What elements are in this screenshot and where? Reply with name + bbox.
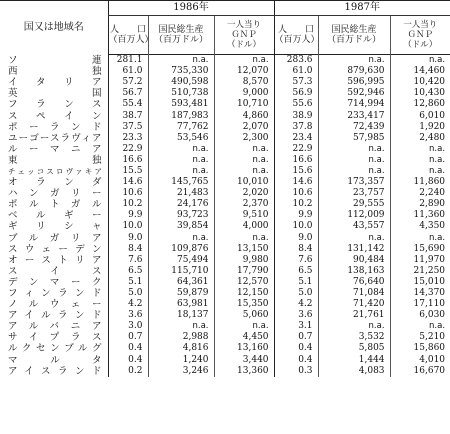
per-capita-1986-cell: n.a. [214,321,274,332]
gnp-1986-cell: 510,738 [148,88,214,99]
gnp-1986-cell: 21,483 [148,188,214,199]
per-capita-1986-header-line2: ＧＮＰ [231,30,257,40]
per-capita-1986-cell: 2,020 [214,188,274,199]
population-1986-cell: 8.4 [108,244,148,255]
gnp-1987-cell: 21,761 [318,310,390,321]
table-row [0,355,450,366]
gnp-1986-cell: 93,723 [148,210,214,221]
country-cell: ノルウェー [8,299,102,311]
gnp-1987-cell: n.a. [318,144,390,155]
per-capita-1986-header [214,16,274,55]
per-capita-1987-cell: n.a. [390,144,450,155]
gnp-1987-cell: 879,630 [318,66,390,77]
per-capita-1986-cell: 2,070 [214,122,274,133]
population-1986-cell: 0.7 [108,332,148,343]
country-cell: ハンガリー [8,188,102,200]
population-1987-cell: 55.6 [274,99,318,110]
per-capita-1986-cell: 4,450 [214,332,274,343]
population-1987-cell: 23.4 [274,133,318,144]
country-cell: イタリア [8,77,102,89]
table-row [0,88,450,99]
gnp-1987-cell: 131,142 [318,244,390,255]
population-1987-cell: 57.3 [274,77,318,88]
country-cell: ポーランド [8,121,102,133]
gnp-1987-cell: n.a. [318,55,390,66]
per-capita-1987-cell: 21,250 [390,266,450,277]
per-capita-1987-header-line1: 一人当り [403,20,438,30]
per-capita-1987-cell: 2,480 [390,133,450,144]
country-cell: アイスランド [8,365,102,377]
per-capita-1986-cell: 9,000 [214,88,274,99]
per-capita-1986-cell: 12,070 [214,66,274,77]
population-1986-cell: 6.5 [108,266,148,277]
per-capita-1986-cell: n.a. [214,155,274,166]
population-1987-cell: 15.6 [274,166,318,177]
gnp-1987-cell: 57,985 [318,133,390,144]
country-cell: フィンランド [8,288,102,300]
table-row [0,366,450,377]
population-1987-cell: 8.4 [274,244,318,255]
population-1987-cell: 9.0 [274,233,318,244]
table-row [0,199,450,210]
table-row [0,288,450,299]
population-1987-cell: 10.2 [274,199,318,210]
population-1986-cell: 23.3 [108,133,148,144]
country-column-header: 国又は地域名 [0,1,108,56]
table-row [0,77,450,88]
per-capita-1986-cell: 13,150 [214,244,274,255]
table-row [0,177,450,188]
population-1986-header-line1: 人 口 [109,25,146,35]
per-capita-1986-cell: n.a. [214,233,274,244]
per-capita-1986-cell: n.a. [214,55,274,66]
per-capita-1987-cell: 1,920 [390,122,450,133]
country-cell: 英国 [8,88,102,100]
country-cell: ルーマニア [8,143,102,155]
population-1987-cell: 0.3 [274,366,318,377]
gnp-1987-cell: 714,994 [318,99,390,110]
table-row [0,55,450,66]
gnp-1986-cell: 490,598 [148,77,214,88]
population-1986-cell: 61.0 [108,66,148,77]
table-row [0,99,450,110]
gnp-1987-cell: 596,995 [318,77,390,88]
per-capita-1987-cell: n.a. [390,155,450,166]
gnp-1986-cell: 59,879 [148,288,214,299]
gnp-1987-cell: 23,757 [318,188,390,199]
gnp-1987-cell: n.a. [318,233,390,244]
table-row [0,155,450,166]
table-row [0,244,450,255]
per-capita-1986-cell: 12,150 [214,288,274,299]
population-1987-cell: 3.1 [274,321,318,332]
gnp-1987-cell: n.a. [318,166,390,177]
population-1986-cell: 9.0 [108,233,148,244]
gnp-1986-cell: 2,988 [148,332,214,343]
population-1987-cell: 22.9 [274,144,318,155]
per-capita-1986-cell: 12,570 [214,277,274,288]
gnp-1987-cell: n.a. [318,321,390,332]
gnp-1987-cell: 29,555 [318,199,390,210]
population-1986-cell: 3.6 [108,310,148,321]
population-1986-cell: 0.4 [108,343,148,354]
gnp-1986-cell: 735,330 [148,66,214,77]
population-1986-cell: 7.6 [108,255,148,266]
gnp-1987-header-line2: （百万ドル） [327,35,382,45]
year-1987-header: 1987年 [274,1,450,16]
per-capita-1986-cell: 9,510 [214,210,274,221]
per-capita-1986-cell: 13,360 [214,366,274,377]
population-1987-cell: 38.9 [274,110,318,121]
population-1986-cell: 5.0 [108,288,148,299]
gnp-1987-cell: 4,083 [318,366,390,377]
table-row [0,210,450,221]
population-1986-cell: 9.9 [108,210,148,221]
table-row [0,233,450,244]
gnp-1987-cell: 90,484 [318,255,390,266]
year-1986-header: 1986年 [108,1,274,16]
gnp-1986-cell: 3,246 [148,366,214,377]
table-row [0,299,450,310]
per-capita-1987-header-line3: （ドル） [403,40,438,50]
table-row [0,166,450,177]
per-capita-1987-cell: n.a. [390,55,450,66]
per-capita-1987-header-line2: ＧＮＰ [407,30,434,40]
gnp-1987-header [318,16,390,55]
country-cell: ポルトガル [8,199,102,211]
table-row [0,310,450,321]
gnp-1986-cell: n.a. [148,55,214,66]
population-1987-cell: 61.0 [274,66,318,77]
country-cell: 東独 [8,154,102,166]
table-row [0,122,450,133]
gnp-1986-header-line1: 国民総生産 [158,25,204,35]
population-1986-cell: 281.1 [108,55,148,66]
gnp-1986-cell: n.a. [148,233,214,244]
gnp-1986-header [148,16,214,55]
gnp-1987-cell: 112,009 [318,210,390,221]
country-cell: ブルガリア [8,232,102,244]
per-capita-1986-cell: 4,860 [214,110,274,121]
per-capita-1986-cell: 4,000 [214,221,274,232]
gnp-1986-cell: 109,876 [148,244,214,255]
gnp-1986-cell: 75,494 [148,255,214,266]
population-1986-cell: 10.6 [108,188,148,199]
population-1986-cell: 22.9 [108,144,148,155]
table-row [0,343,450,354]
per-capita-1987-cell: 5,210 [390,332,450,343]
gnp-1986-cell: 24,176 [148,199,214,210]
country-cell: オーストリア [8,254,102,266]
table-row [0,66,450,77]
per-capita-1987-cell: 4,010 [390,355,450,366]
gnp-1986-cell: 187,983 [148,110,214,121]
per-capita-1987-cell: 10,430 [390,88,450,99]
per-capita-1987-cell: 14,460 [390,66,450,77]
population-1987-cell: 283.6 [274,55,318,66]
country-cell: オランダ [8,177,102,189]
population-1987-cell: 5.1 [274,277,318,288]
country-cell: 西独 [8,66,102,78]
population-1986-cell: 14.6 [108,177,148,188]
per-capita-1987-cell: 17,110 [390,299,450,310]
per-capita-1987-cell: 15,860 [390,343,450,354]
per-capita-1986-cell: 17,790 [214,266,274,277]
gnp-1987-cell: 233,417 [318,110,390,121]
gnp-1986-cell: 77,762 [148,122,214,133]
population-1987-cell: 10.0 [274,221,318,232]
country-cell: デンマーク [8,276,102,288]
gnp-1986-cell: 39,854 [148,221,214,232]
country-cell: アイルランド [8,310,102,322]
gnp-1987-cell: 76,640 [318,277,390,288]
population-1986-header-line2: （百万人） [108,35,154,45]
per-capita-1986-cell: 2,300 [214,133,274,144]
country-cell: スペイン [8,110,102,122]
gnp-1987-cell: 138,163 [318,266,390,277]
per-capita-1987-cell: n.a. [390,321,450,332]
gnp-1987-cell: 71,420 [318,299,390,310]
per-capita-1986-header-line3: （ドル） [227,40,262,50]
per-capita-1987-cell: 12,860 [390,99,450,110]
population-1987-header-line2: （百万人） [274,35,320,45]
population-1986-cell: 10.0 [108,221,148,232]
table-row [0,188,450,199]
per-capita-1986-cell: n.a. [214,166,274,177]
population-1986-cell: 57.2 [108,77,148,88]
table-row [0,332,450,343]
population-1987-cell: 0.4 [274,355,318,366]
population-1986-cell: 10.2 [108,199,148,210]
population-1987-cell: 9.9 [274,210,318,221]
population-1986-cell: 16.6 [108,155,148,166]
per-capita-1987-cell: 15,690 [390,244,450,255]
gnp-1987-cell: n.a. [318,155,390,166]
population-1986-cell: 37.5 [108,122,148,133]
gnp-1986-cell: 18,137 [148,310,214,321]
per-capita-1987-cell: 11,970 [390,255,450,266]
gnp-1986-cell: n.a. [148,321,214,332]
country-cell: スウェーデン [8,243,102,255]
population-1987-cell: 7.6 [274,255,318,266]
per-capita-1986-cell: 15,350 [214,299,274,310]
table-row [0,110,450,121]
population-1987-header-line1: 人 口 [278,25,315,35]
per-capita-1987-header [390,16,450,55]
population-1987-cell: 0.7 [274,332,318,343]
population-1987-cell: 37.8 [274,122,318,133]
population-1986-cell: 0.4 [108,355,148,366]
country-cell: アルバニア [8,321,102,333]
per-capita-1987-cell: 2,240 [390,188,450,199]
population-1987-cell: 56.9 [274,88,318,99]
gnp-1987-header-line1: 国民総生産 [331,25,377,35]
per-capita-1987-cell: 11,860 [390,177,450,188]
gnp-1987-cell: 5,805 [318,343,390,354]
per-capita-1987-cell: 10,420 [390,77,450,88]
country-cell: ソ連 [8,55,102,67]
country-cell: スイス [8,265,102,277]
gnp-1986-cell: 1,240 [148,355,214,366]
table-row [0,221,450,232]
gnp-1987-cell: 71,084 [318,288,390,299]
per-capita-1986-cell: 2,370 [214,199,274,210]
gnp-1987-cell: 72,439 [318,122,390,133]
population-1986-cell: 15.5 [108,166,148,177]
per-capita-1986-cell: 3,440 [214,355,274,366]
country-cell: ユーゴースラヴィア [8,132,102,144]
gnp-1986-header-line2: （百万ドル） [153,35,208,45]
per-capita-1986-cell: 9,980 [214,255,274,266]
gnp-1986-cell: n.a. [148,166,214,177]
population-1986-cell: 5.1 [108,277,148,288]
population-1987-cell: 4.2 [274,299,318,310]
per-capita-1987-cell: 6,030 [390,310,450,321]
table-body [0,55,450,377]
gnp-1986-cell: 63,981 [148,299,214,310]
country-cell: フランス [8,99,102,111]
per-capita-1987-cell: 6,010 [390,110,450,121]
per-capita-1986-cell: 8,570 [214,77,274,88]
gnp-1987-cell: 3,532 [318,332,390,343]
per-capita-1987-cell: 11,360 [390,210,450,221]
gnp-1987-cell: 592,946 [318,88,390,99]
gnp-1986-cell: 64,361 [148,277,214,288]
population-1986-cell: 0.2 [108,366,148,377]
gnp-1987-cell: 1,444 [318,355,390,366]
population-1987-header [274,16,318,55]
gnp-1986-cell: 4,816 [148,343,214,354]
gnp-1986-cell: 593,481 [148,99,214,110]
gnp-1986-cell: n.a. [148,144,214,155]
gnp-1987-cell: 173,357 [318,177,390,188]
per-capita-1986-cell: 5,060 [214,310,274,321]
population-1986-cell: 3.0 [108,321,148,332]
table-row [0,144,450,155]
population-1987-cell: 14.6 [274,177,318,188]
table-row [0,266,450,277]
population-1986-cell: 55.4 [108,99,148,110]
per-capita-1987-cell: 2,890 [390,199,450,210]
country-cell: ギリシャ [8,221,102,233]
country-cell: ルクセンブルグ [8,343,102,355]
population-1986-cell: 56.7 [108,88,148,99]
table-row [0,133,450,144]
per-capita-1986-cell: 13,160 [214,343,274,354]
per-capita-1987-cell: 16,670 [390,366,450,377]
per-capita-1987-cell: 15,010 [390,277,450,288]
population-1987-cell: 3.6 [274,310,318,321]
per-capita-1987-cell: 14,370 [390,288,450,299]
population-1987-cell: 16.6 [274,155,318,166]
per-capita-1986-header-line1: 一人当り [227,20,262,30]
gnp-1987-cell: 43,557 [318,221,390,232]
population-1986-cell: 4.2 [108,299,148,310]
country-cell: サイプラス [8,332,102,344]
gnp-1986-cell: 145,765 [148,177,214,188]
table-row [0,277,450,288]
population-1987-cell: 5.0 [274,288,318,299]
table-row [0,255,450,266]
population-1987-cell: 10.6 [274,188,318,199]
gnp-1986-cell: 115,710 [148,266,214,277]
gnp-1986-cell: n.a. [148,155,214,166]
gnp-1986-cell: 53,546 [148,133,214,144]
per-capita-1986-cell: 10,710 [214,99,274,110]
population-1987-cell: 0.4 [274,343,318,354]
country-cell: チェッコスロヴァキア [8,166,102,176]
country-cell: ベルギー [8,210,102,222]
per-capita-1987-cell: 4,350 [390,221,450,232]
per-capita-1987-cell: n.a. [390,166,450,177]
table-row [0,321,450,332]
population-1986-header [108,16,154,55]
population-1986-cell: 38.7 [108,110,148,121]
per-capita-1987-cell: n.a. [390,233,450,244]
population-1987-cell: 6.5 [274,266,318,277]
per-capita-1986-cell: 10,010 [214,177,274,188]
per-capita-1986-cell: n.a. [214,144,274,155]
country-cell: マルタ [8,354,102,366]
